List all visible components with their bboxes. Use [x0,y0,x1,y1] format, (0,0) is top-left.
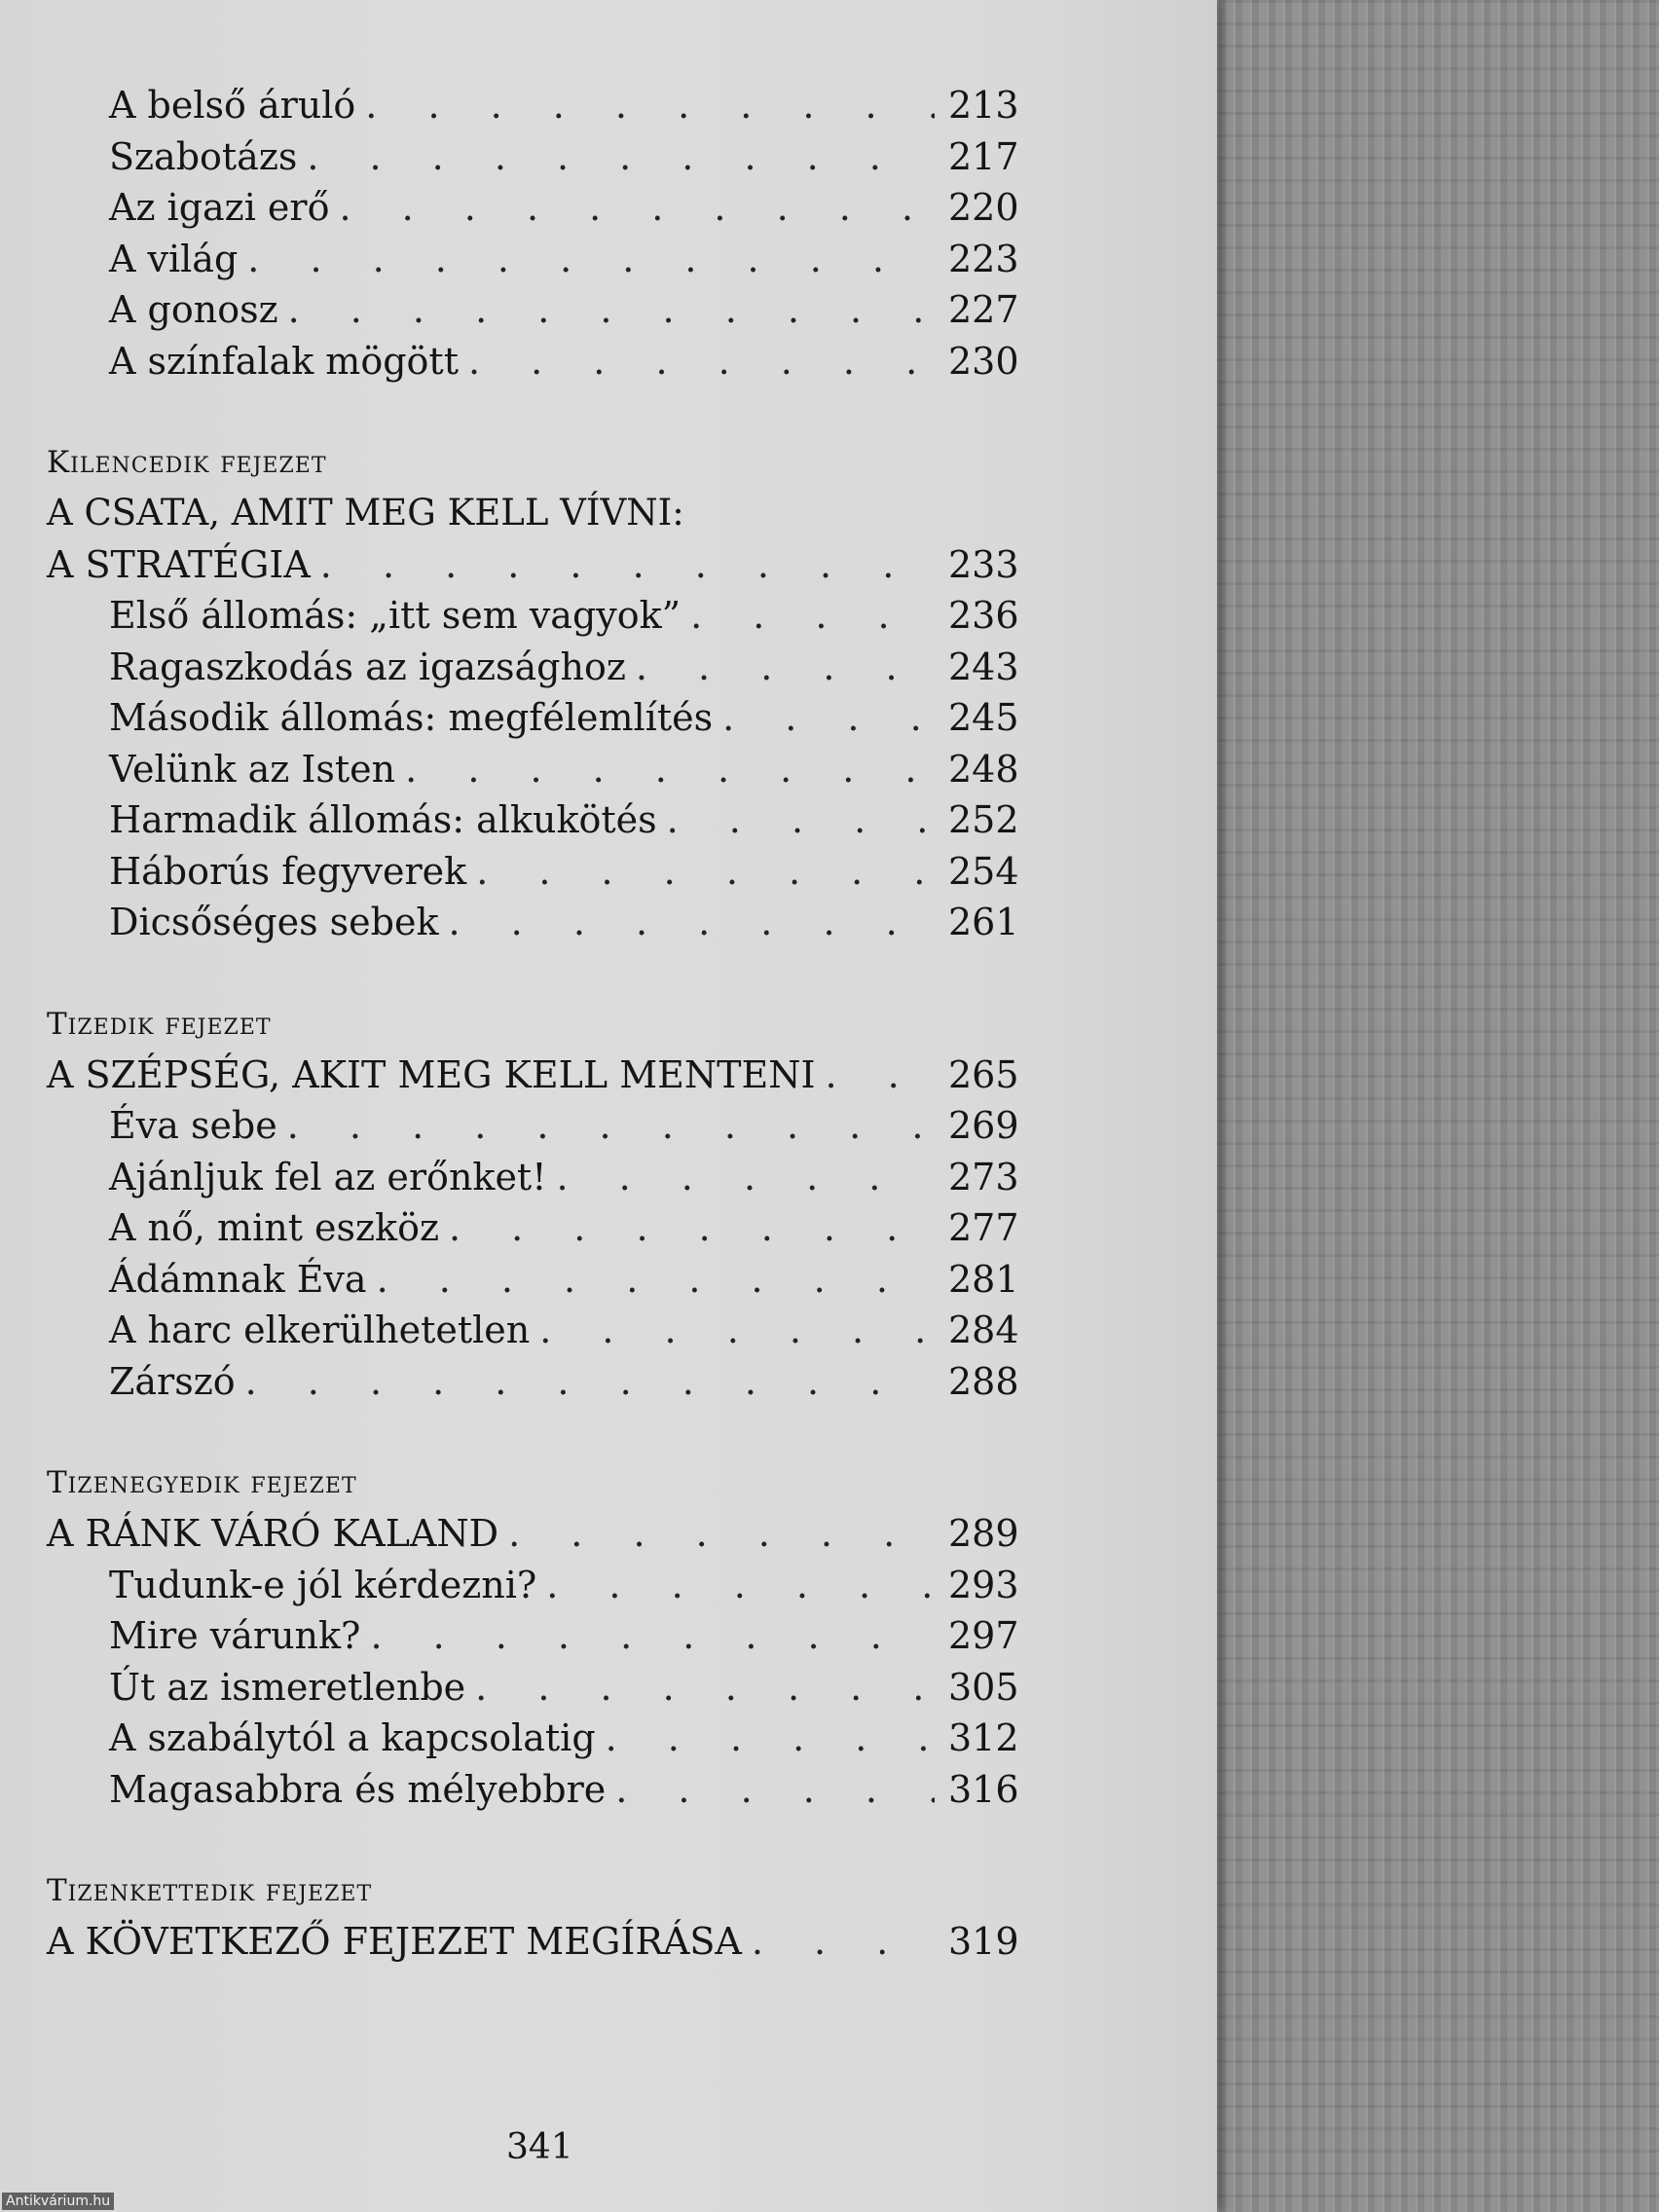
chapter-title: A CSATA, AMIT MEG KELL VÍVNI: [47,492,684,534]
dot-leader [449,897,936,948]
toc-entry [47,1305,1019,1356]
entry-page: 243 [948,645,1019,688]
toc-entry [47,744,1019,795]
entry-title: Szabotázs [109,134,298,178]
toc-entry [47,336,1019,387]
entry-page: 248 [948,747,1019,791]
dot-leader [690,590,935,642]
spacer [47,948,1011,999]
dot-leader [539,1305,935,1356]
entry-title: Második állomás: megfélemlítés [109,696,714,739]
page-number: 341 [506,2127,573,2167]
chapter-page: 319 [948,1920,1019,1963]
entry-page: 223 [948,237,1019,280]
entry-page: 213 [948,84,1019,127]
chapter-title: A KÖVETKEZŐ FEJEZET MEGÍRÁSA [47,1920,742,1963]
entry-title: Út az ismeretlenbe [109,1665,466,1709]
toc-entry [47,80,1019,131]
chapter-page: 289 [948,1512,1019,1555]
chapter-title: A SZÉPSÉG, AKIT MEG KELL MENTENI [47,1052,816,1096]
entry-page: 293 [948,1563,1019,1606]
toc-entry [47,1764,1019,1816]
chapter-page: 233 [948,542,1019,586]
chapter-label: Kilencedik fejezet [47,445,327,480]
entry-title: A világ [109,237,239,280]
dot-leader [546,1560,935,1611]
entry-title: Zárszó [109,1359,236,1403]
entry-title: A harc elkerülhetetlen [109,1309,531,1351]
toc-entry [47,590,1019,642]
toc-entry [47,794,1019,846]
chapter-label: Tizenkettedik fejezet [47,1873,373,1908]
toc-entry [47,234,1019,285]
watermark-label: Antikvárium.hu [2,2193,114,2210]
entry-page: 284 [948,1309,1019,1351]
entry-page: 254 [948,849,1019,893]
dot-leader [287,1100,935,1152]
entry-page: 227 [948,288,1019,331]
chapter-title-cont: A STRATÉGIA [47,542,311,586]
dot-leader [245,1356,935,1408]
toc-entry [47,1662,1019,1714]
toc-entry [47,1202,1019,1254]
entry-title: A belső áruló [109,84,356,127]
entry-page: 236 [948,594,1019,637]
entry-title: A gonosz [109,288,278,331]
entry-title: Harmadik állomás: alkukötés [109,798,657,841]
entry-page: 288 [948,1359,1019,1403]
entry-page: 297 [948,1614,1019,1657]
chapter-page: 265 [948,1052,1019,1096]
entry-title: Ádámnak Éva [109,1257,367,1301]
wood-background [1217,0,1659,2212]
toc-entry [47,1152,1019,1203]
entry-page: 252 [948,798,1019,841]
spacer [47,1815,1011,1865]
toc-entry [47,1560,1019,1611]
toc-entry [47,1713,1019,1764]
entry-title: A nő, mint eszköz [109,1206,439,1249]
toc-entry [47,1100,1019,1152]
toc-entry [47,1610,1019,1662]
dot-leader [405,744,935,795]
chapter-title: A RÁNK VÁRÓ KALAND [47,1512,499,1555]
dot-leader [468,336,935,387]
entry-title: Az igazi erő [109,186,330,229]
dot-leader [377,1254,935,1306]
spacer [47,1407,1011,1457]
toc-entry [47,131,1019,183]
toc-entry [47,692,1019,744]
dot-leader [247,234,935,285]
entry-page: 217 [948,134,1019,178]
dot-leader [722,692,935,744]
dot-leader [556,1152,935,1203]
entry-page: 220 [948,186,1019,229]
entry-page: 312 [948,1716,1019,1759]
dot-leader [475,1662,935,1714]
dot-leader [636,642,935,693]
toc-entry [47,846,1019,898]
entry-page: 261 [948,901,1019,943]
entry-page: 305 [948,1665,1019,1709]
chapter-title-row [47,1050,1019,1101]
dot-leader [752,1916,935,1968]
entry-title: Magasabbra és mélyebbre [109,1767,607,1811]
dot-leader [370,1610,935,1662]
toc-entry [47,642,1019,693]
dot-leader [365,80,935,131]
entry-title: Ragaszkodás az igazsághoz [109,645,626,688]
entry-page: 281 [948,1257,1019,1301]
dot-leader [615,1764,935,1816]
toc-entry [47,897,1019,948]
toc-entry [47,1254,1019,1306]
entry-title: A színfalak mögött [109,339,459,383]
entry-page: 273 [948,1155,1019,1198]
dot-leader [825,1050,935,1101]
entry-title: Velünk az Isten [109,747,396,791]
dot-leader [288,284,935,336]
entry-title: Tudunk-e jól kérdezni? [109,1563,537,1606]
spacer [47,387,1011,437]
entry-title: A szabálytól a kapcsolatig [109,1716,596,1759]
entry-title: Háborús fegyverek [109,849,467,893]
entry-title: Dicsőséges sebek [109,901,439,943]
dot-leader [606,1713,935,1764]
chapter-title-row [47,539,1019,591]
dot-leader [339,182,935,234]
entry-title: Első állomás: „itt sem vagyok” [109,594,682,637]
entry-page: 230 [948,339,1019,383]
entry-page: 316 [948,1767,1019,1811]
chapter-label: Tizenegyedik fejezet [47,1465,357,1500]
entry-page: 277 [948,1206,1019,1249]
entry-title: Ajánljuk fel az erőnket! [109,1155,547,1198]
dot-leader [320,539,935,591]
toc-entry [47,284,1019,336]
dot-leader [476,846,935,898]
table-of-contents [47,80,1019,1968]
entry-page: 245 [948,696,1019,739]
dot-leader [667,794,935,846]
entry-title: Éva sebe [109,1104,277,1147]
dot-leader [307,131,935,183]
dot-leader [449,1202,935,1254]
dot-leader [508,1508,935,1560]
entry-title: Mire várunk? [109,1614,361,1657]
chapter-title-row [47,1508,1019,1560]
entry-page: 269 [948,1104,1019,1147]
chapter-label: Tizedik fejezet [47,1006,272,1042]
chapter-title-row [47,1916,1019,1968]
toc-entry [47,1356,1019,1408]
toc-entry [47,182,1019,234]
